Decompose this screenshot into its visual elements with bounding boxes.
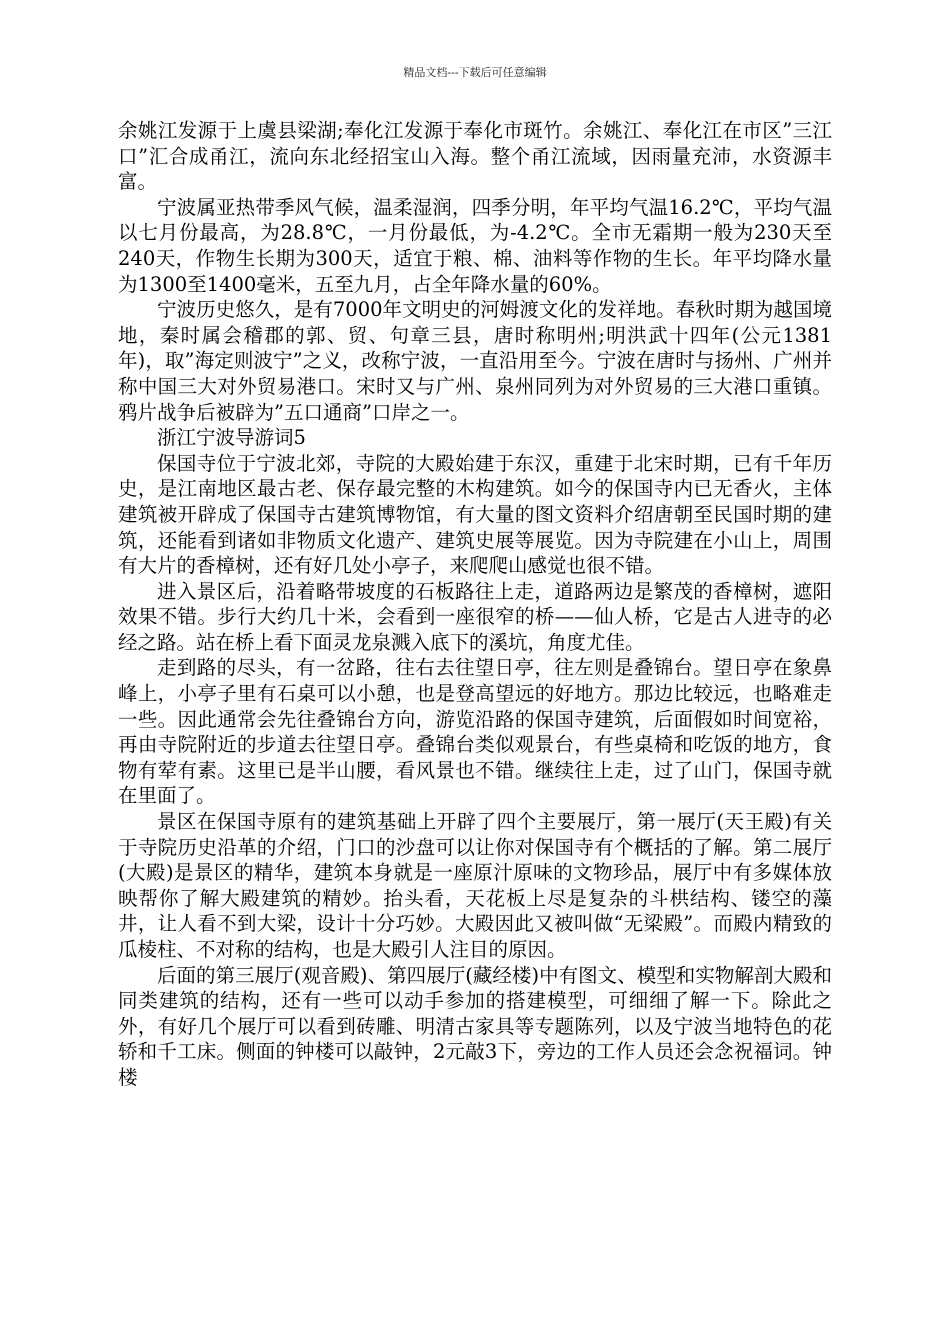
paragraph-route: 走到路的尽头，有一岔路，往右去往望日亭，往左则是叠锦台。望日亭在象鼻峰上，小亭子里有石桌可以小憩，也是登高望远的好地方。那边比较远，也略难走一些。因此通常会先往叠锦台方向，游览沿路的保国寺建筑，后面假如时间宽裕，再由寺院附近的步道去往望日亭。叠锦台类似观景台，有些桌椅和吃饭的地方，食物有荤有素。这里已是半山腰，看风景也不错。继续往上走，过了山门，保国寺就在里面了。 (118, 656, 832, 808)
paragraph-entrance: 进入景区后，沿着略带坡度的石板路往上走，道路两边是繁茂的香樟树，遮阳效果不错。步行大约几十米，会看到一座很窄的桥——仙人桥，它是古人进寺的必经之路。站在桥上看下面灵龙泉溅入底下的溪坑，角度尤佳。 (118, 579, 832, 654)
paragraph-history: 宁波历史悠久，是有7000年文明史的河姆渡文化的发祥地。春秋时期为越国境地，秦时属会稽郡的郭、贸、句章三县，唐时称明州;明洪武十四年(公元1381年)，取”海定则波宁”之义，改称宁波，一直沿用至今。宁波在唐时与扬州、广州并称中国三大对外贸易港口。宋时又与广州、泉州同列为对外贸易的三大港口重镇。鸦片战争后被辟为”五口通商”口岸之一。 (118, 298, 832, 424)
paragraph-more-halls: 后面的第三展厅(观音殿)、第四展厅(藏经楼)中有图文、模型和实物解剖大殿和同类建筑的结构，还有一些可以动手参加的搭建模型，可细细了解一下。除此之外，有好几个展厅可以看到砖雕、明清古家具等专题陈列，以及宁波当地特色的花轿和千工床。侧面的钟楼可以敲钟，2元敲3下，旁边的工作人员还会念祝福词。钟楼 (118, 963, 832, 1089)
section-heading: 浙江宁波导游词5 (157, 426, 306, 450)
page-header: 精品文档---下载后可任意编辑 (403, 66, 547, 79)
paragraph-climate: 宁波属亚热带季风气候，温柔湿润，四季分明，年平均气温16.2℃，平均气温以七月份最高，为28.8℃，一月份最低，为-4.2℃。全市无霜期一般为230天至240天，作物生长期为300天，适宜于粮、棉、油料等作物的生长。年平均降水量为1300至1400毫米，五至九月，占全年降水量的60%。 (118, 195, 832, 296)
paragraph-baoguo-temple: 保国寺位于宁波北郊，寺院的大殿始建于东汉，重建于北宋时期，已有千年历史，是江南地区最古老、保存最完整的木构建筑。如今的保国寺内已无香火，主体建筑被开辟成了保国寺古建筑博物馆，有大量的图文资料介绍唐朝至民国时期的建筑，还能看到诸如非物质文化遗产、建筑史展等展览。因为寺院建在小山上，周围有大片的香樟树，还有好几处小亭子，来爬爬山感觉也很不错。 (118, 451, 832, 578)
paragraph-rivers: 余姚江发源于上虞县梁湖;奉化江发源于奉化市斑竹。余姚江、奉化江在市区”三江口”汇合成甬江，流向东北经招宝山入海。整个甬江流域，因雨量充沛，水资源丰富。 (118, 119, 832, 194)
document-body (118, 118, 832, 1091)
paragraph-exhibition-halls: 景区在保国寺原有的建筑基础上开辟了四个主要展厅，第一展厅(天王殿)有关于寺院历史沿革的介绍，门口的沙盘可以让你对保国寺有个概括的了解。第二展厅(大殿)是景区的精华，建筑本身就是一座原汁原味的文物珍品，展厅中有多媒体放映帮你了解大殿建筑的精妙。抬头看，天花板上尽是复杂的斗栱结构、镂空的藻井，让人看不到大梁，设计十分巧妙。大殿因此又被叫做“无梁殿”。而殿内精致的瓜棱柱、不对称的结构，也是大殿引人注目的原因。 (118, 810, 832, 961)
